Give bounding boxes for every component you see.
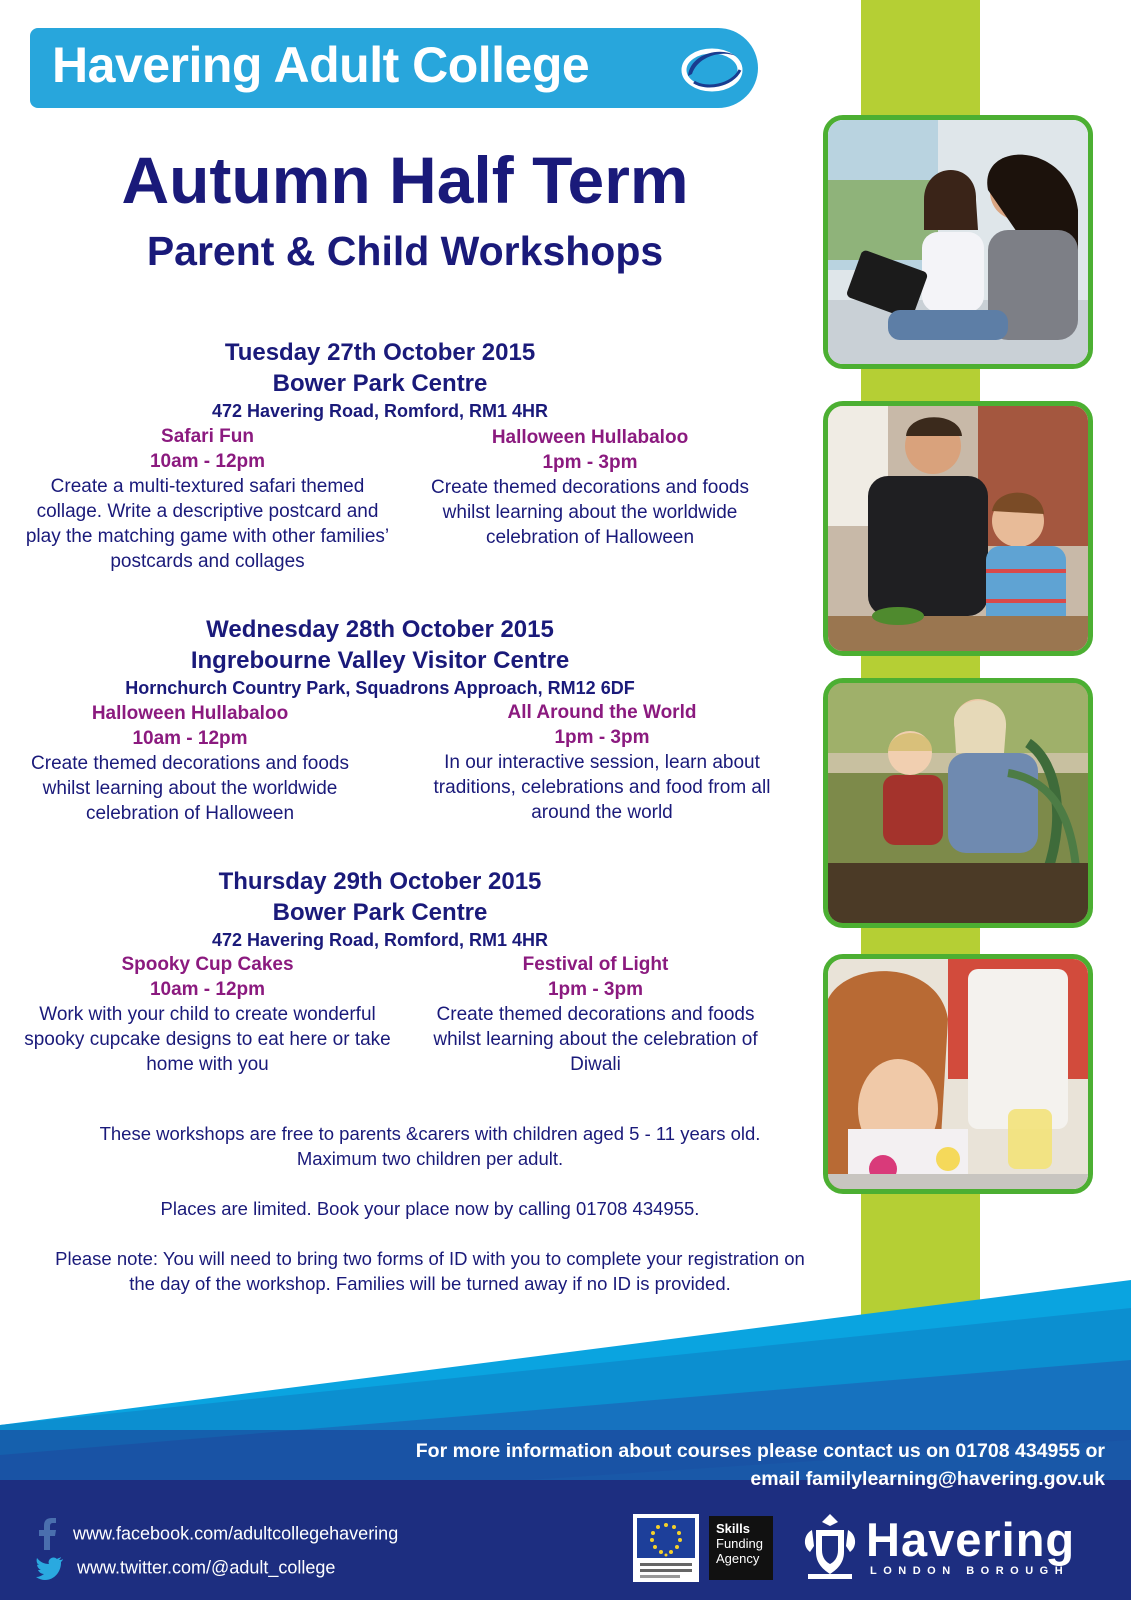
college-banner [30,28,758,108]
session-description: In our interactive session, learn about traditions, celebrations and food from all around the world [433,752,771,823]
photo-gardening-family [823,678,1093,928]
day-date: Wednesday 28th October 2015 [206,616,554,643]
day-heading-tuesday [0,337,760,423]
facebook-url: www.facebook.com/adultcollegehavering [73,1523,399,1544]
eligibility-line: Maximum two children per adult. [296,1148,564,1169]
note-line: the day of the workshop. Families will be turned away if no ID is provided. [129,1273,731,1294]
session-title: All Around the World [507,702,697,723]
session-spooky-cup-cakes [20,952,395,1077]
skills-funding-agency-logo [709,1516,773,1580]
sfa-line: Agency [716,1551,760,1566]
session-halloween-hullabaloo [420,425,760,550]
day-address: Hornchurch Country Park, Squadrons Approach, RM12 6DF [125,678,635,698]
contact-info [416,1437,1105,1493]
photo-father-son-cooking [823,401,1093,656]
college-name: Havering Adult College [52,37,590,93]
session-festival-of-light [418,952,773,1077]
session-time: 10am - 12pm [149,979,266,1000]
booking-text: Places are limited. Book your place now by calling 01708 434955. [160,1198,700,1219]
session-time: 1pm - 3pm [547,979,644,1000]
session-description: Create themed decorations and foods whilst learning about the worldwide celebration of Halloween [31,753,349,824]
note-line: Please note: You will need to bring two forms of ID with you to complete your registration on [55,1248,805,1269]
day-venue: Ingrebourne Valley Visitor Centre [190,647,570,674]
session-title: Halloween Hullabaloo [91,703,289,724]
sfa-line: Funding [716,1536,763,1551]
session-time: 10am - 12pm [149,451,266,472]
session-title: Halloween Hullabaloo [491,427,689,448]
session-all-around-the-world [420,700,784,825]
contact-email[interactable]: email familylearning@havering.gov.uk [750,1468,1105,1490]
twitter-link[interactable] [36,1556,335,1580]
european-union-logo [633,1514,699,1582]
session-title: Festival of Light [522,954,669,975]
eligibility-text [20,1121,840,1171]
page-subtitle: Parent & Child Workshops [146,228,664,274]
session-title: Safari Fun [161,426,254,447]
photo-mother-daughter-tablet [823,115,1093,369]
session-halloween-hullabaloo [25,701,355,826]
photo-illustration [828,406,1088,651]
session-description: Work with your child to create wonderful spooky cupcake designs to eat here or take home with you [24,1004,391,1075]
twitter-url: www.twitter.com/@adult_college [77,1557,336,1578]
day-date: Thursday 29th October 2015 [218,868,542,895]
day-heading-thursday [0,866,760,952]
day-address: 472 Havering Road, Romford, RM1 4HR [211,930,549,950]
session-time: 1pm - 3pm [542,452,638,473]
day-venue: Bower Park Centre [272,370,488,397]
day-heading-wednesday [0,614,760,700]
facebook-link[interactable] [36,1518,398,1550]
sfa-line: Skills [716,1521,750,1536]
contact-line: For more information about courses please contact us on 01708 434955 or [415,1440,1105,1462]
havering-name: Havering [866,1513,1076,1566]
session-description: Create themed decorations and foods whilst learning about the worldwide celebration of Halloween [431,477,749,548]
session-time: 10am - 12pm [132,728,248,749]
session-description: Create themed decorations and foods whilst learning about the celebration of Diwali [433,1004,758,1075]
session-safari-fun [20,424,395,574]
havering-crest-icon [800,1512,860,1580]
havering-subtitle: LONDON BOROUGH [870,1565,1070,1577]
facebook-icon [36,1518,58,1550]
photo-illustration [828,120,1088,364]
photo-illustration [828,959,1088,1189]
session-time: 1pm - 3pm [554,727,650,748]
session-title: Spooky Cup Cakes [121,954,294,975]
photo-mother-daughter-baking [823,954,1093,1194]
day-venue: Bower Park Centre [272,899,488,926]
session-description: Create a multi-textured safari themed collage. Write a descriptive postcard and play the matching game with other families’ postcards and collages [25,476,390,572]
college-logo-icon [670,40,750,96]
twitter-icon [36,1556,64,1580]
photo-illustration [828,683,1088,923]
eligibility-line: These workshops are free to parents &carers with children aged 5 - 11 years old. [99,1123,761,1144]
day-date: Tuesday 27th October 2015 [224,339,536,366]
day-address: 472 Havering Road, Romford, RM1 4HR [211,401,549,421]
eu-flag-icon [634,1515,698,1581]
page-title: Autumn Half Term [121,143,689,217]
